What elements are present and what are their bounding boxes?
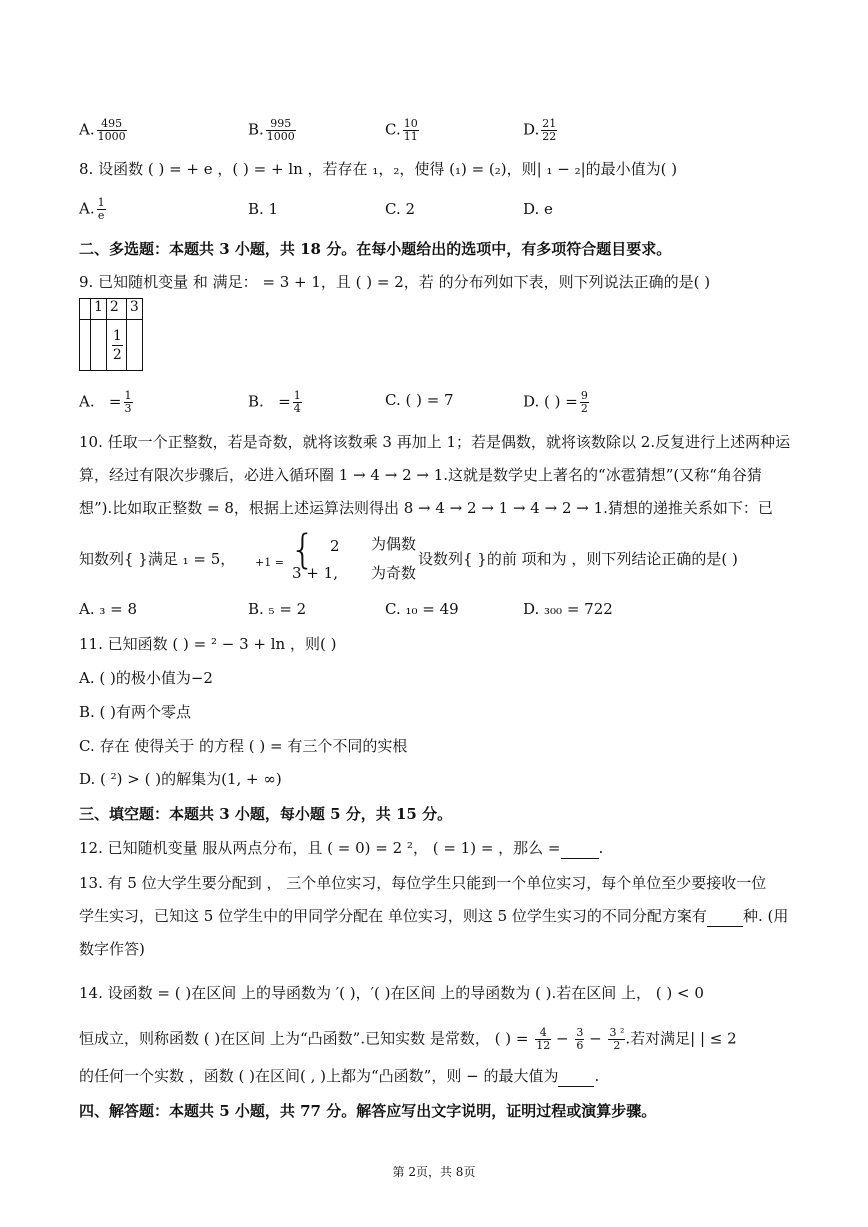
table-cell: $\frac{1}{2}$ [106, 320, 126, 371]
table-cell: 2 [106, 299, 126, 320]
table-cell [126, 320, 142, 371]
q10-line-4-post: 设数列{ }的前 项和为 ，则下列结论正确的是( ) [418, 550, 738, 568]
q9-option-c: C. ( ) = 7 [385, 391, 454, 409]
section-3-heading: 三、填空题：本题共 3 小题，每小题 5 分，共 15 分。 [79, 805, 453, 823]
q10-case-1-expr: 2 [330, 537, 340, 555]
section-4-heading: 四、解答题：本题共 5 小题，共 77 分。解答应写出文字说明，证明过程或演算步骤。 [79, 1102, 657, 1120]
q11-option-a: A. ( )的极小值为−2 [79, 669, 213, 687]
q10-option-c: C. ₁₀ = 49 [385, 600, 459, 618]
q8-option-d: D. e [523, 200, 553, 218]
q8-option-b: B. 1 [248, 200, 279, 218]
q10-option-b: B. ₅ = 2 [248, 600, 307, 618]
q7-option-b: B. $\frac{995}{1000}$ [248, 117, 295, 143]
q10-case-2-expr: 3 + 1, [292, 564, 338, 582]
q9-stem: 9. 已知随机变量 和 满足： = 3 + 1，且 ( ) = 2，若 的分布列如下表，则下列说法正确的是( ) [79, 273, 711, 291]
table-cell: 3 [126, 299, 142, 320]
q10-line-1: 10. 任取一个正整数，若是奇数，就将该数乘 3 再加上 1；若是偶数，就将该数除以 2.反复进行上述两种运 [79, 433, 791, 451]
q10-option-a: A. ₃ = 8 [79, 600, 138, 618]
page-footer: 第 2页，共 8页 [392, 1165, 476, 1179]
section-2-heading: 二、多选题：本题共 3 小题，共 18 分。在每小题给出的选项中，有多项符合题目要求。 [79, 240, 672, 258]
table-cell [80, 299, 91, 320]
table-row [80, 299, 143, 320]
q10-line-2: 算，经过有限次步骤后，必进入循环圈 1 → 4 → 2 → 1.这就是数学史上著名的“冰雹猜想”(又称“角谷猜 [79, 466, 762, 484]
q10-line-4-pre: 知数列{ }满足 ₁ = 5， [79, 550, 236, 568]
q14-line-2: 恒成立，则称函数 ( )在区间 上为“凸函数”.已知实数 是常数， ( ) = $\frac{4}{12}$ − $\frac{3}{6}$ − $\frac{\text{3 ²}}{2}$ .若对满足| | ≤ 2 [79, 1026, 737, 1052]
q11-option-b: B. ( )有两个零点 [79, 703, 192, 721]
q9-distribution-table [79, 298, 143, 371]
q10-line-3: 想”).比如取正整数 = 8，根据上述运算法则得出 8 → 4 → 2 → 1 → 4 → 2 → 1.猜想的递推关系如下：已 [79, 499, 773, 517]
q13-line-3: 数字作答) [79, 940, 145, 958]
q9-option-a: A. = $\frac{1}{3}$ [79, 389, 132, 415]
q9-option-d: D. ( ) = $\frac{9}{2}$ [523, 389, 588, 415]
q13-line-1: 13. 有 5 位大学生要分配到 ， 三个单位实习，每位学生只能到一个单位实习，每个单位至少要接收一位 [79, 874, 767, 892]
q8-option-a: A. $\frac{1}{e}$ [79, 196, 105, 222]
q7-option-a: A. $\frac{495}{1000}$ [79, 117, 126, 143]
q11-option-c: C. 存在 使得关于 的方程 ( ) = 有三个不同的实根 [79, 737, 408, 755]
q14-line-3: 的任何一个实数 ，函数 ( )在区间( , )上都为“凸函数”，则 − 的最大值为 . [79, 1067, 600, 1085]
q9-option-b: B. = $\frac{1}{4}$ [248, 389, 301, 415]
q7-option-d: D. $\frac{21}{22}$ [523, 117, 557, 143]
q14-line-1: 14. 设函数 = ( )在区间 上的导函数为 ′( )，′( )在区间 上的导函数为 ( ).若在区间 上， ( ) < 0 [79, 984, 704, 1002]
table-cell [91, 320, 107, 371]
q8-stem: 8. 设函数 ( ) = + e ，( ) = + ln ，若存在 ₁，₂，使得 (₁) = (₂)，则| ₁ − ₂|的最小值为( ) [79, 160, 678, 178]
q11-option-d: D. ( ²) > ( )的解集为(1, + ∞) [79, 770, 282, 788]
q10-recurrence-lhs: +1 = [255, 556, 284, 569]
q13-line-2: 学生实习，已知这 5 位学生中的甲同学分配在 单位实习，则这 5 位学生实习的不同分配方案有 种. (用 [79, 907, 789, 925]
q10-case-1-cond: 为偶数 [371, 535, 417, 553]
q8-option-c: C. 2 [385, 200, 416, 218]
table-cell [80, 320, 91, 371]
table-cell: 1 [91, 299, 107, 320]
q10-case-2-cond: 为奇数 [371, 564, 417, 582]
q12-stem: 12. 已知随机变量 服从两点分布，且 ( = 0) = 2 ²， ( = 1) = ，那么 = . [79, 839, 604, 857]
q11-stem: 11. 已知函数 ( ) = ² − 3 + ln ，则( ) [79, 635, 337, 653]
table-row [80, 320, 143, 371]
brace-symbol: { [290, 527, 316, 573]
q7-option-c: C. $\frac{10}{11}$ [385, 117, 418, 143]
q10-option-d: D. ₃₀₀ = 722 [523, 600, 613, 618]
